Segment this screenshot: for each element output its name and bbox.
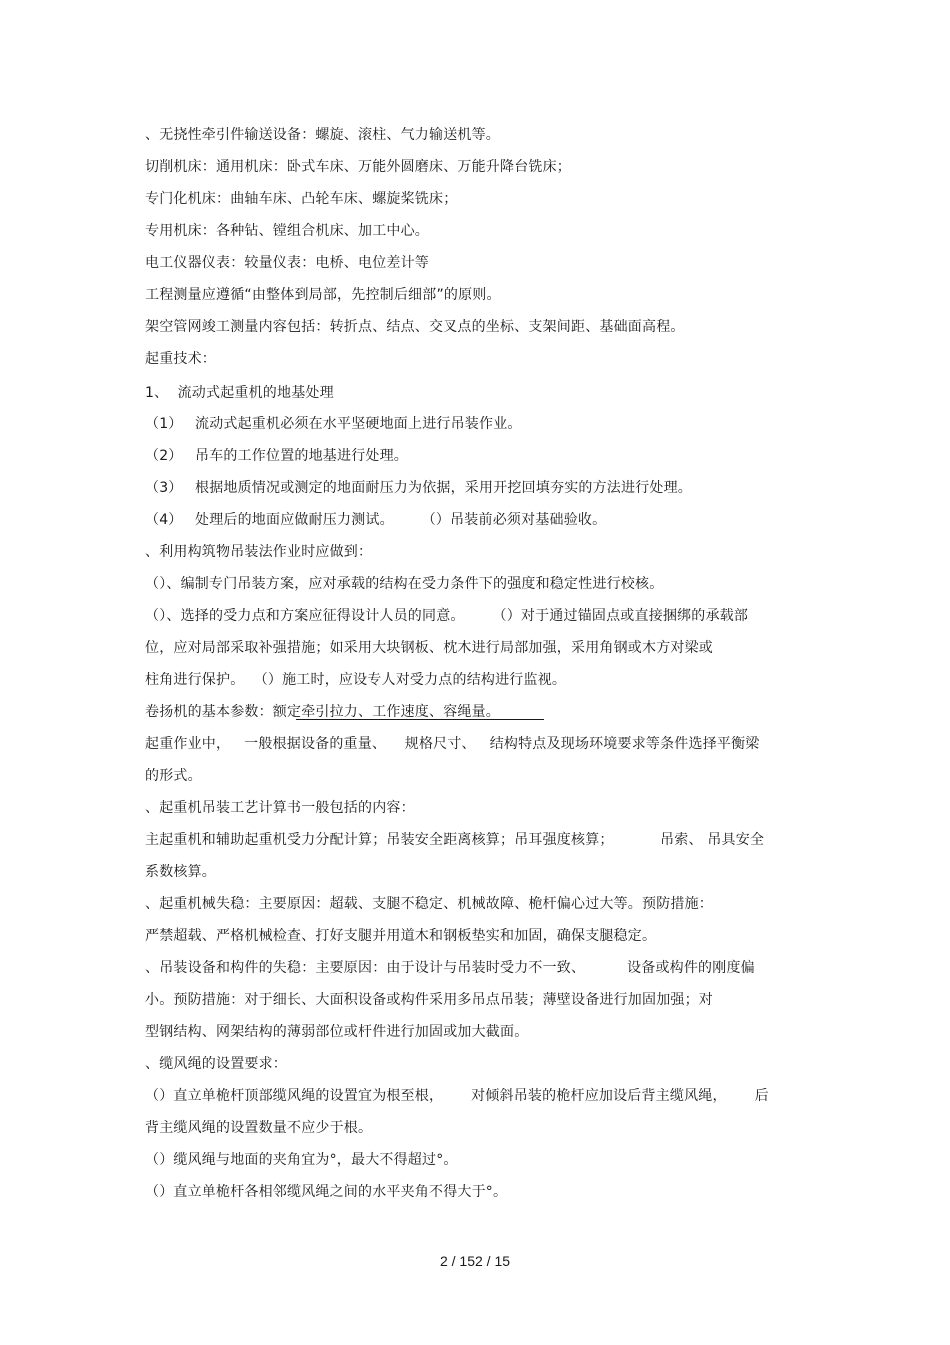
item-text: 流动式起重机必须在水平坚硬地面上进行吊装作业。: [195, 416, 522, 432]
page-number: 2 / 152 / 15: [439, 1253, 511, 1269]
item-number: （1）: [145, 416, 183, 432]
text-line: （）直立单桅杆各相邻缆风绳之间的水平夹角不得大于°。: [145, 1184, 508, 1200]
item-number: （3）: [145, 480, 183, 496]
text-line: （）、编制专门吊装方案，应对承载的结构在受力条件下的强度和稳定性进行校核。: [145, 576, 664, 592]
text-line: 专用机床：各种钻、镗组合机床、加工中心。: [145, 223, 429, 239]
item-text: 处理后的地面应做耐压力测试。 （）吊装前必须对基础验收。: [195, 512, 607, 528]
text-line: 、缆风绳的设置要求：: [145, 1056, 287, 1072]
text-line: 电工仪器仪表：较量仪表：电桥、电位差计等: [145, 255, 429, 271]
text-line: 起重作业中， 一般根据设备的重量、 规格尺寸、 结构特点及现场环境要求等条件选择平衡梁: [145, 736, 760, 752]
text-line: 工程测量应遵循“由整体到局部，先控制后细部”的原则。: [145, 287, 501, 303]
numbered-item: [145, 510, 606, 530]
text-line: （）缆风绳与地面的夹角宜为°，最大不得超过°。: [145, 1152, 458, 1168]
text-line: 背主缆风绳的设置数量不应少于根。: [145, 1120, 373, 1136]
text-line: 、利用构筑物吊装法作业时应做到：: [145, 544, 373, 560]
item-number: （2）: [145, 448, 183, 464]
numbered-item: [145, 414, 522, 434]
text-line: 切削机床：通用机床：卧式车床、万能外圆磨床、万能升降台铣床；: [145, 159, 571, 175]
text-line: 、无挠性牵引件输送设备：螺旋、滚柱、气力输送机等。: [145, 127, 500, 143]
text-line: 柱角进行保护。 （）施工时，应设专人对受力点的结构进行监视。: [145, 672, 567, 688]
item-text: 吊车的工作位置的地基进行处理。: [195, 448, 408, 464]
section-heading: 起重技术：: [145, 351, 216, 367]
item-text: 根据地质情况或测定的地面耐压力为依据，采用开挖回填夯实的方法进行处理。: [195, 480, 692, 496]
underline-rule: [296, 719, 544, 720]
text-line: 卷扬机的基本参数：额定牵引拉力、工作速度、容绳量。: [145, 704, 500, 720]
text-line: 系数核算。: [145, 864, 216, 880]
text-line: 小。预防措施：对于细长、大面积设备或构件采用多吊点吊装；薄壁设备进行加固加强；对: [145, 992, 713, 1008]
text-line: 严禁超载、严格机械检查、打好支腿并用道木和钢板垫实和加固，确保支腿稳定。: [145, 928, 657, 944]
text-line: （）直立单桅杆顶部缆风绳的设置宜为根至根， 对倾斜吊装的桅杆应加设后背主缆风绳， 后: [145, 1088, 769, 1104]
text-line: 架空管网竣工测量内容包括：转折点、结点、交叉点的坐标、支架间距、基础面高程。: [145, 319, 685, 335]
text-line: 、吊装设备和构件的失稳：主要原因：由于设计与吊装时受力不一致、 设备或构件的刚度偏: [145, 960, 755, 976]
item-number: （4）: [145, 512, 183, 528]
text-line: 位，应对局部采取补强措施；如采用大块钢板、枕木进行局部加强，采用角钢或木方对梁或: [145, 640, 713, 656]
text-line: 、起重机械失稳：主要原因：超载、支腿不稳定、机械故障、桅杆偏心过大等。预防措施：: [145, 896, 713, 912]
text-line: 、起重机吊装工艺计算书一般包括的内容：: [145, 800, 415, 816]
text-line: 型钢结构、网架结构的薄弱部位或杆件进行加固或加大截面。: [145, 1024, 529, 1040]
subsection-heading: 1、 流动式起重机的地基处理: [145, 385, 334, 401]
text-line: （）、选择的受力点和方案应征得设计人员的同意。 （）对于通过锚固点或直接捆绑的承载部: [145, 608, 749, 624]
text-line: 专门化机床：曲轴车床、凸轮车床、螺旋桨铣床；: [145, 191, 458, 207]
text-line: 的形式。: [145, 768, 202, 784]
numbered-item: [145, 478, 692, 498]
numbered-item: [145, 446, 408, 466]
text-line: 主起重机和辅助起重机受力分配计算；吊装安全距离核算；吊耳强度核算； 吊索、 吊具安全: [145, 832, 765, 848]
